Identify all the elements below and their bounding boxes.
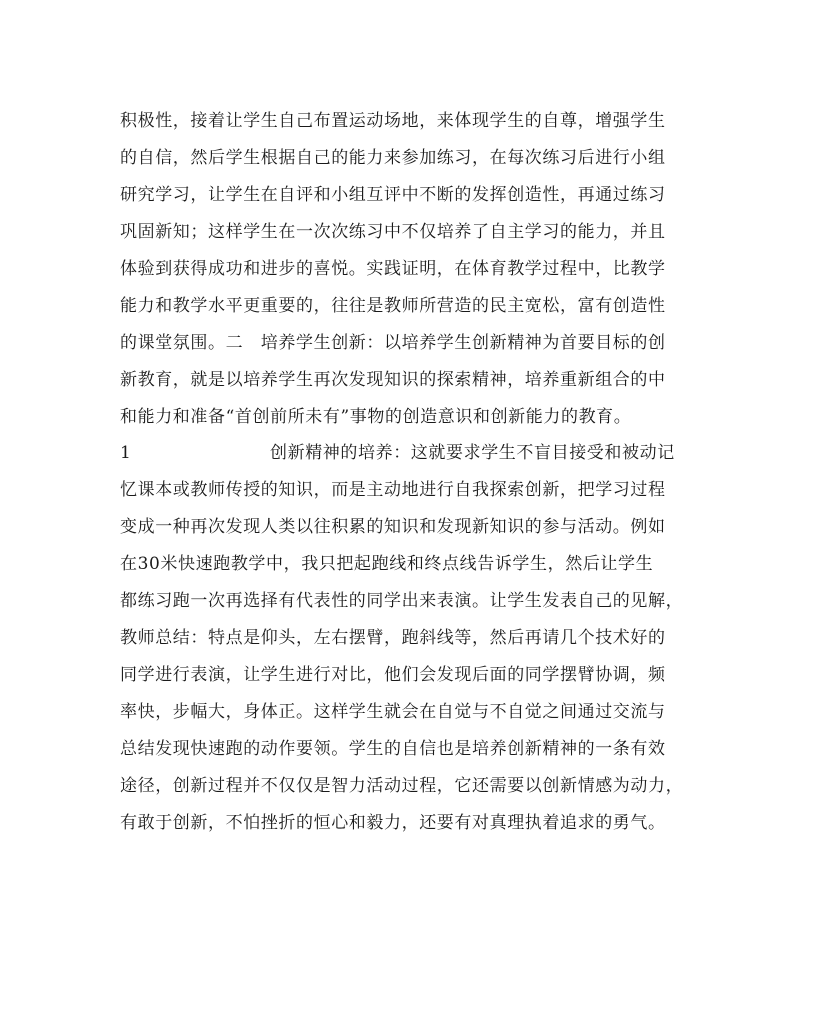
text-line: 忆课本或教师传授的知识，而是主动地进行自我探索创新，把学习过程 [120, 480, 666, 501]
text-line: 巩固新知；这样学生在一次次练习中不仅培养了自主学习的能力，并且 [120, 221, 666, 242]
numbered-line [120, 435, 700, 472]
text-line: 都练习跑一次再选择有代表性的同学出来表演。让学生发表自己的见解， [120, 591, 684, 612]
text-line: 和能力和准备“首创前所未有”事物的创造意识和创新能力的教育。 [120, 406, 632, 427]
text-line: 有敢于创新，不怕挫折的恒心和毅力，还要有对真理执着追求的勇气。 [120, 812, 666, 833]
text-line: 能力和教学水平更重要的，往往是教师所营造的民主宽松，富有创造性 [120, 295, 666, 316]
text-line: 的自信，然后学生根据自己的能力来参加练习，在每次练习后进行小组 [120, 147, 666, 168]
text-line: 变成一种再次发现人类以往积累的知识和发现新知识的参与活动。例如 [120, 517, 666, 538]
text-line: 在30米快速跑教学中，我只把起跑线和终点线告诉学生，然后让学生 [120, 554, 654, 575]
text-line: 体验到获得成功和进步的喜悦。实践证明，在体育教学过程中，比教学 [120, 258, 666, 279]
text-line: 教师总结：特点是仰头，左右摆臂，跑斜线等，然后再请几个技术好的 [120, 628, 666, 649]
text-line: 研究学习，让学生在自评和小组互评中不断的发挥创造性，再通过练习 [120, 184, 666, 205]
numbered-line-text: 创新精神的培养：这就要求学生不盲目接受和被动记 [270, 443, 675, 464]
text-line: 的课堂氛围。二 培养学生创新：以培养学生创新精神为首要目标的创 [120, 332, 666, 353]
text-line: 积极性，接着让学生自己布置运动场地，来体现学生的自尊，增强学生 [120, 111, 666, 131]
text-line: 率快，步幅大，身体正。这样学生就会在自觉与不自觉之间通过交流与 [120, 702, 666, 722]
text-line: 途径，创新过程并不仅仅是智力活动过程，它还需要以创新情感为动力， [120, 775, 684, 796]
list-number: 1 [120, 443, 132, 464]
text-line: 新教育，就是以培养学生再次发现知识的探索精神，培养重新组合的中 [120, 369, 666, 390]
body-text [120, 103, 700, 842]
text-line: 同学进行表演，让学生进行对比，他们会发现后面的同学摆臂协调，频 [120, 665, 666, 686]
text-line: 总结发现快速跑的动作要领。学生的自信也是培养创新精神的一条有效 [120, 738, 666, 759]
